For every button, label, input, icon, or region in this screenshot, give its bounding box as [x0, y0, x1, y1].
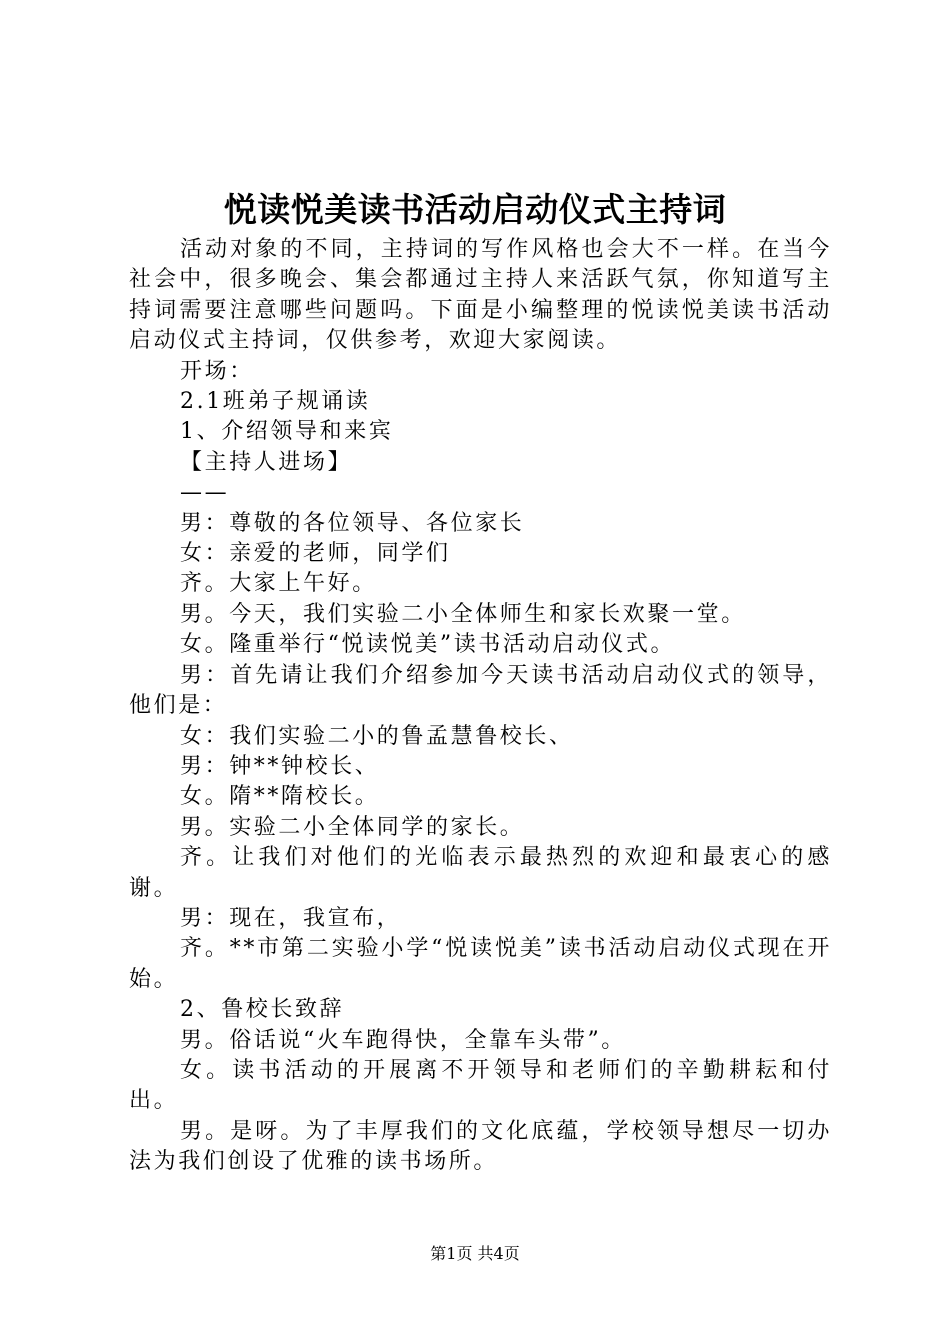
paragraph: 男：尊敬的各位领导、各位家长	[180, 510, 525, 536]
document-title: 悦读悦美读书活动启动仪式主持词	[223, 190, 727, 229]
paragraph: 女。隆重举行“悦读悦美”读书活动启动仪式。	[180, 632, 676, 658]
paragraph: 女。隋**隋校长。	[180, 784, 380, 810]
paragraph: 女。读书活动的开展离不开领导和老师们的辛勤耕耘和付出。	[129, 1057, 832, 1114]
paragraph: 男。俗话说“火车跑得快，全靠车头带”。	[180, 1027, 626, 1053]
paragraph: 齐。大家上午好。	[180, 571, 377, 597]
paragraph: 男。今天，我们实验二小全体师生和家长欢聚一堂。	[180, 601, 746, 627]
paragraph: 男。实验二小全体同学的家长。	[180, 814, 525, 840]
paragraph: 男：首先请让我们介绍参加今天读书活动启动仪式的领导，他们是：	[129, 662, 832, 719]
paragraph: 齐。让我们对他们的光临表示最热烈的欢迎和最衷心的感谢。	[129, 845, 832, 901]
paragraph: 活动对象的不同，主持词的写作风格也会大不一样。在当今社会中，很多晚会、集会都通过主持人来活跃气氛，你知道写主持词需要注意哪些问题吗。下面是小编整理的悦读悦美读书活动启动仪式主持词，仅供参考，欢迎大家阅读。	[129, 237, 832, 354]
paragraph: 男。是呀。为了丰厚我们的文化底蕴，学校领导想尽一切办法为我们创设了优雅的读书场所。	[129, 1118, 832, 1175]
page-number-footer: 第1页 共4页	[430, 1244, 520, 1263]
paragraph: 齐。**市第二实验小学“悦读悦美”读书活动启动仪式现在开始。	[129, 936, 832, 992]
paragraph: ——	[180, 480, 230, 506]
paragraph: 男：现在，我宣布，	[180, 905, 402, 931]
paragraph: 女：我们实验二小的鲁孟慧鲁校长、	[180, 723, 574, 749]
paragraph: 男：钟**钟校长、	[180, 753, 380, 779]
paragraph: 2、鲁校长致辞	[180, 997, 345, 1023]
document-body	[129, 235, 832, 1178]
paragraph: 2.1班弟子规诵读	[180, 389, 371, 415]
paragraph: 开场：	[180, 358, 254, 384]
paragraph: 1、介绍领导和来宾	[180, 419, 394, 445]
paragraph: 女：亲爱的老师，同学们	[180, 541, 451, 567]
paragraph: 【主持人进场】	[180, 449, 353, 475]
